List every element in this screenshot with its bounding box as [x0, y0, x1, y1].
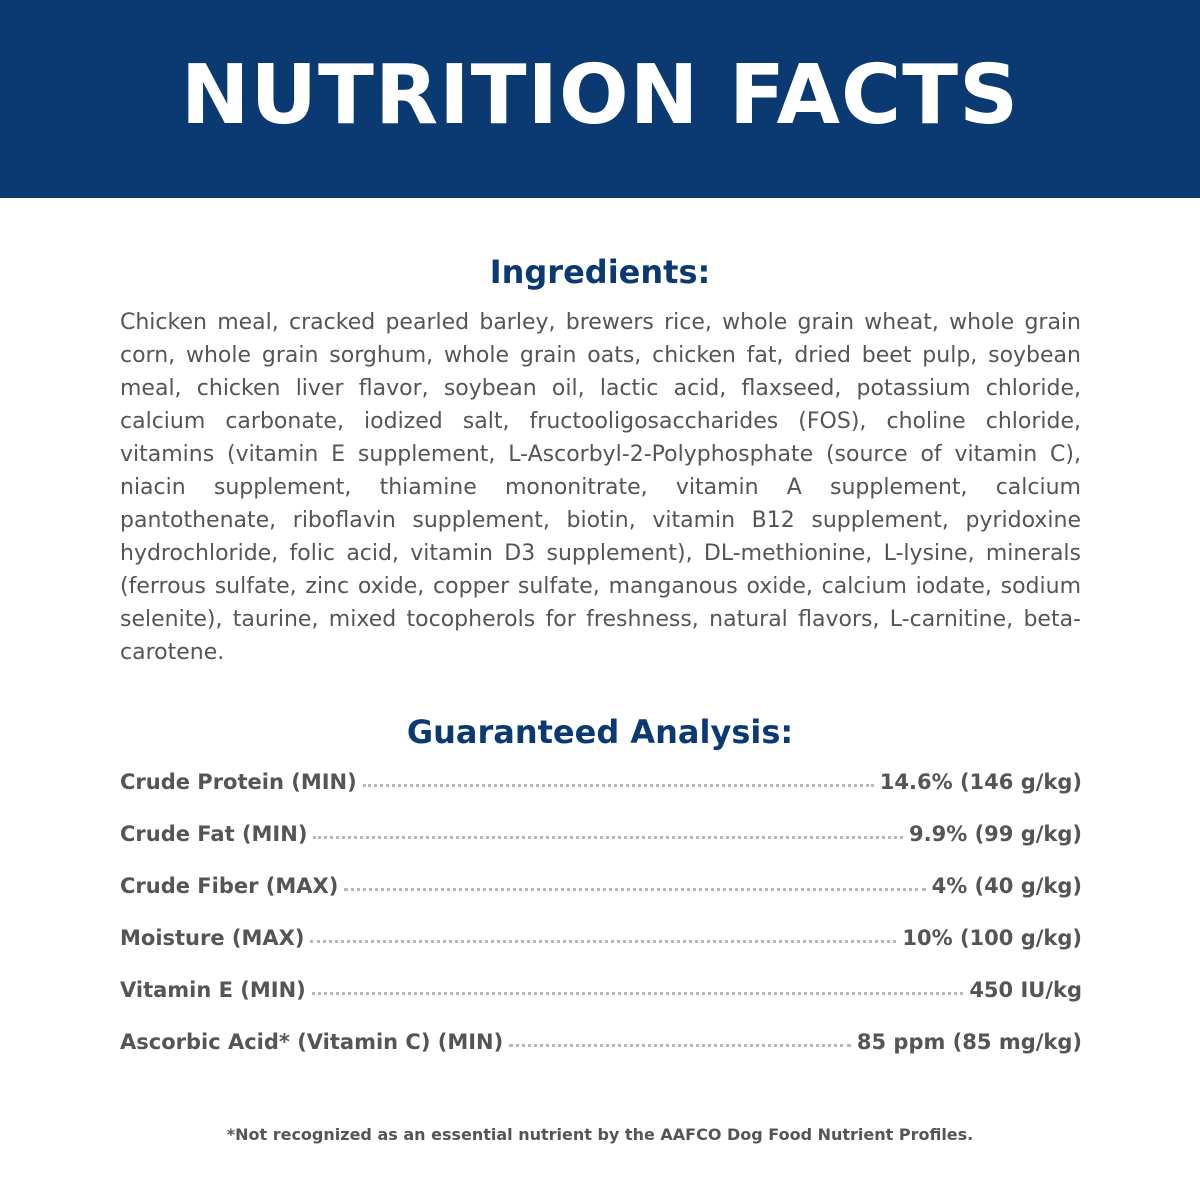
dot-leader [344, 888, 925, 891]
guaranteed-analysis-heading: Guaranteed Analysis: [406, 713, 794, 751]
dot-leader [313, 836, 903, 839]
aafco-footnote: *Not recognized as an essential nutrient by the AAFCO Dog Food Nutrient Profiles. [226, 1125, 974, 1144]
analysis-row-ascorbic-acid [120, 1030, 1082, 1082]
analysis-label: Crude Fat (MIN) [120, 822, 308, 846]
analysis-row-crude-protein [120, 770, 1082, 822]
ingredients-heading: Ingredients: [489, 253, 711, 291]
analysis-row-crude-fiber [120, 874, 1082, 926]
analysis-label: Ascorbic Acid* (Vitamin C) (MIN) [120, 1030, 504, 1054]
analysis-label: Moisture (MAX) [120, 926, 305, 950]
analysis-value: 4% (40 g/kg) [931, 874, 1082, 898]
analysis-value: 14.6% (146 g/kg) [879, 770, 1082, 794]
analysis-row-moisture [120, 926, 1082, 978]
dot-leader [509, 1044, 851, 1047]
analysis-value: 10% (100 g/kg) [902, 926, 1082, 950]
title-banner [0, 0, 1200, 198]
dot-leader [363, 784, 874, 787]
analysis-value: 9.9% (99 g/kg) [909, 822, 1082, 846]
analysis-row-crude-fat [120, 822, 1082, 874]
analysis-row-vitamin-e [120, 978, 1082, 1030]
dot-leader [310, 940, 896, 943]
dot-leader [312, 992, 964, 995]
analysis-value: 450 IU/kg [969, 978, 1082, 1002]
analysis-label: Vitamin E (MIN) [120, 978, 306, 1002]
page-title: NUTRITION FACTS [180, 48, 1020, 143]
ingredients-text: Chicken meal, cracked pearled barley, brewers rice, whole grain wheat, whole grain corn, whole grain sorghum, whole grain oats, chicken fat, dried beet pulp, soybean meal, chicken liver flavor, soybean oil, lactic acid, flaxseed, potassium chloride, calcium carbonate, iodized salt, fructooligosaccharides (FOS), choline chloride, vitamins (vitamin E supplement, L-Ascorbyl-2-Polyphosphate (source of vitamin C), niacin supplement, thiamine mononitrate, vitamin A supplement, calcium pantothenate, riboflavin supplement, biotin, vitamin B12 supplement, pyridoxine hydrochloride, folic acid, vitamin D3 supplement), DL-methionine, L-lysine, minerals (ferrous sulfate, zinc oxide, copper sulfate, manganous oxide, calcium iodate, sodium selenite), taurine, mixed tocopherols for freshness, natural flavors, L-carnitine, beta-carotene. [120, 310, 1081, 665]
analysis-label: Crude Protein (MIN) [120, 770, 357, 794]
guaranteed-analysis-list [120, 770, 1082, 1082]
analysis-label: Crude Fiber (MAX) [120, 874, 339, 898]
analysis-value: 85 ppm (85 mg/kg) [856, 1030, 1082, 1054]
